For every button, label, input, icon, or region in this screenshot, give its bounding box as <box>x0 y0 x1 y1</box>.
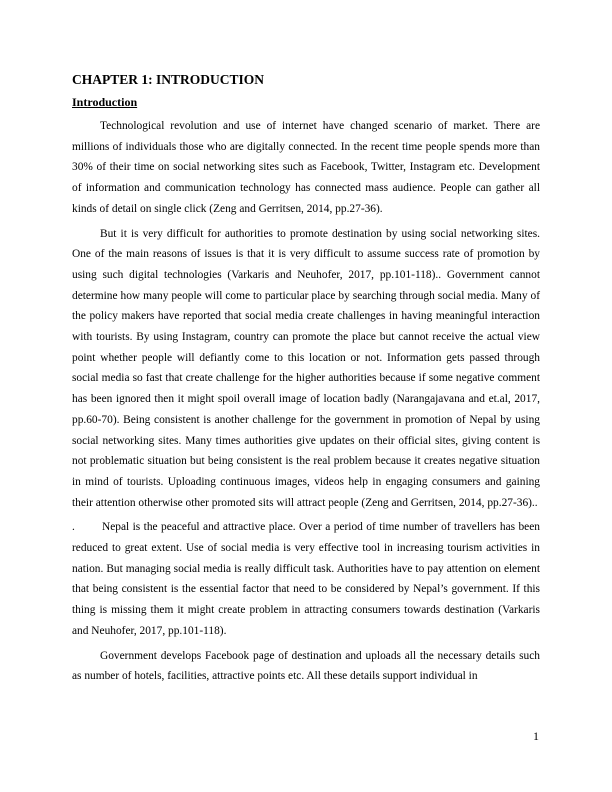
paragraph-4: Government develops Facebook page of destination and uploads all the necessary details such as number of hotels, facilities, attractive points etc. All these details support individual in <box>72 649 540 683</box>
section-title: Introduction <box>72 95 138 109</box>
paragraph-2: But it is very difficult for authorities to promote destination by using social networking sites. One of the main reasons of issues is that it is very difficult to assume success rate of promotion by using such digital technologies (Varkaris and Neuhofer, 2017, pp.101-118).. Government cannot determine how many people will come to particular place by searching through social media. Many of the policy makers have reported that social media create challenges in having meaningful interaction with tourists. By using Instagram, country can promote the place but cannot receive the actual view point whether people will defiantly come to this location or not. Information gets passed through social media so fast that create challenge for the higher authorities because if some negative comment has been ignored then it might spoil overall image of location badly (Narangajavana and et.al, 2017, pp.60-70). Being consistent is another challenge for the government in promotion of Nepal by using social networking sites. Many times authorities give updates on their official sites, giving content is not problematic situation but being consistent is the real problem because it creates negative situation in mind of tourists. Uploading continuous images, videos help in engaging consumers and gaining their attention otherwise other promoted sits will attract people (Zeng and Gerritsen, 2014, pp.27-36).. <box>72 227 540 509</box>
paragraph-1: Technological revolution and use of internet have changed scenario of market. There are millions of individuals those who are digitally connected. In the recent time people spends more than 30% of their time on social networking sites such as Facebook, Twitter, Instagram etc. Development of information and communication technology has connected mass audience. People can gather all kinds of detail on single click (Zeng and Gerritsen, 2014, pp.27-36). <box>72 120 540 215</box>
paragraph-3: Nepal is the peaceful and attractive place. Over a period of time number of travellers has been reduced to great extent. Use of social media is very effective tool in increasing tourism activities in nation. But managing social media is really difficult task. Authorities have to pay attention on element that being consistent is the essential factor that need to be considered by Nepal’s government. If this thing is missing them it might create problem in attracting consumers towards destination (Varkaris and Neuhofer, 2017, pp.101-118). <box>72 521 540 637</box>
chapter-title: CHAPTER 1: INTRODUCTION <box>72 72 265 87</box>
leading-mark: . <box>72 521 75 534</box>
paragraph-3-container <box>72 517 540 641</box>
body-text <box>72 116 540 691</box>
page-number: 1 <box>533 729 539 743</box>
